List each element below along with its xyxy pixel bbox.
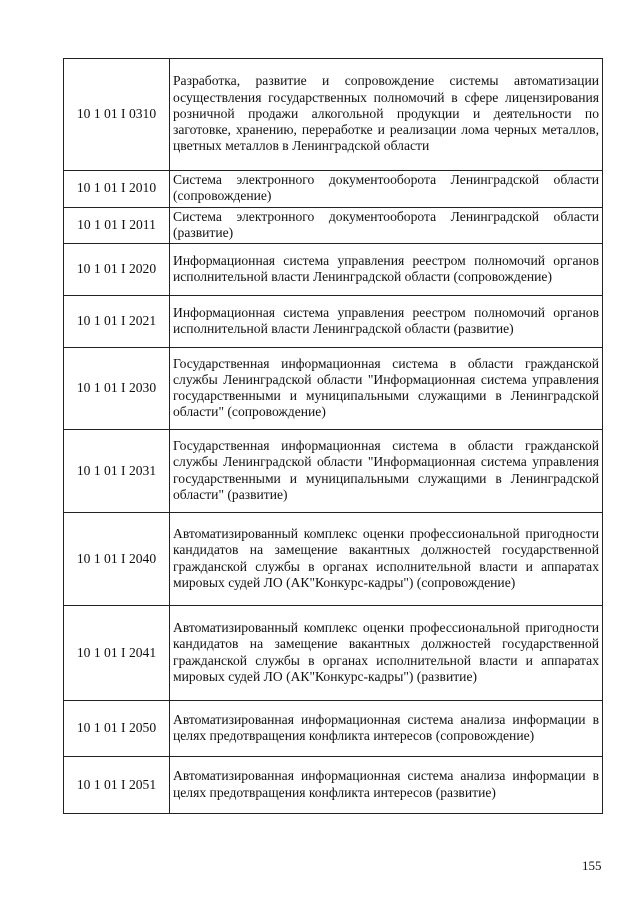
row-description: Система электронного документооборота Ленинградской области (развитие) (170, 207, 603, 244)
budget-code-table (63, 58, 603, 814)
row-code: 10 1 01 I 2020 (64, 244, 170, 296)
table-row (64, 606, 603, 701)
table-row (64, 513, 603, 606)
table-row (64, 207, 603, 244)
row-code: 10 1 01 I 0310 (64, 59, 170, 171)
row-description: Автоматизированная информационная система анализа информации в целях предотвращения конфликта интересов (развитие) (170, 757, 603, 814)
table-row (64, 701, 603, 757)
row-description: Автоматизированная информационная система анализа информации в целях предотвращения конфликта интересов (сопровождение) (170, 701, 603, 757)
row-code: 10 1 01 I 2010 (64, 171, 170, 208)
row-description: Государственная информационная система в области гражданской службы Ленинградской области "Информационная система управления государственными и муниципальными служащими в Ленинградской области" (развитие) (170, 430, 603, 513)
row-description: Разработка, развитие и сопровождение системы автоматизации осуществления государственных полномочий в сфере лицензирования розничной продажи алкогольной продукции и деятельности по заготовке, хранению, переработке и реализации лома черных металлов, цветных металлов в Ленинградской области (170, 59, 603, 171)
table-row (64, 348, 603, 430)
row-code: 10 1 01 I 2040 (64, 513, 170, 606)
table-row (64, 171, 603, 208)
row-code: 10 1 01 I 2041 (64, 606, 170, 701)
row-code: 10 1 01 I 2011 (64, 207, 170, 244)
row-code: 10 1 01 I 2030 (64, 348, 170, 430)
row-description: Информационная система управления реестром полномочий органов исполнительной власти Ленинградской области (развитие) (170, 296, 603, 348)
row-description: Автоматизированный комплекс оценки профессиональной пригодности кандидатов на замещение вакантных должностей государственной гражданской службы в органах исполнительной власти и аппаратах мировых судей ЛО (АК"Конкурс-кадры") (развитие) (170, 606, 603, 701)
row-description: Система электронного документооборота Ленинградской области (сопровождение) (170, 171, 603, 208)
row-code: 10 1 01 I 2021 (64, 296, 170, 348)
page-number: 155 (582, 858, 602, 873)
row-description: Информационная система управления реестром полномочий органов исполнительной власти Ленинградской области (сопровождение) (170, 244, 603, 296)
row-code: 10 1 01 I 2031 (64, 430, 170, 513)
table-row (64, 757, 603, 814)
row-description: Государственная информационная система в области гражданской службы Ленинградской области "Информационная система управления государственными и муниципальными служащими в Ленинградской области" (сопровождение) (170, 348, 603, 430)
table-row (64, 244, 603, 296)
row-code: 10 1 01 I 2050 (64, 701, 170, 757)
table-row (64, 430, 603, 513)
table-row (64, 59, 603, 171)
row-description: Автоматизированный комплекс оценки профессиональной пригодности кандидатов на замещение вакантных должностей государственной гражданской службы в органах исполнительной власти и аппаратах мировых судей ЛО (АК"Конкурс-кадры") (сопровождение) (170, 513, 603, 606)
table-row (64, 296, 603, 348)
row-code: 10 1 01 I 2051 (64, 757, 170, 814)
